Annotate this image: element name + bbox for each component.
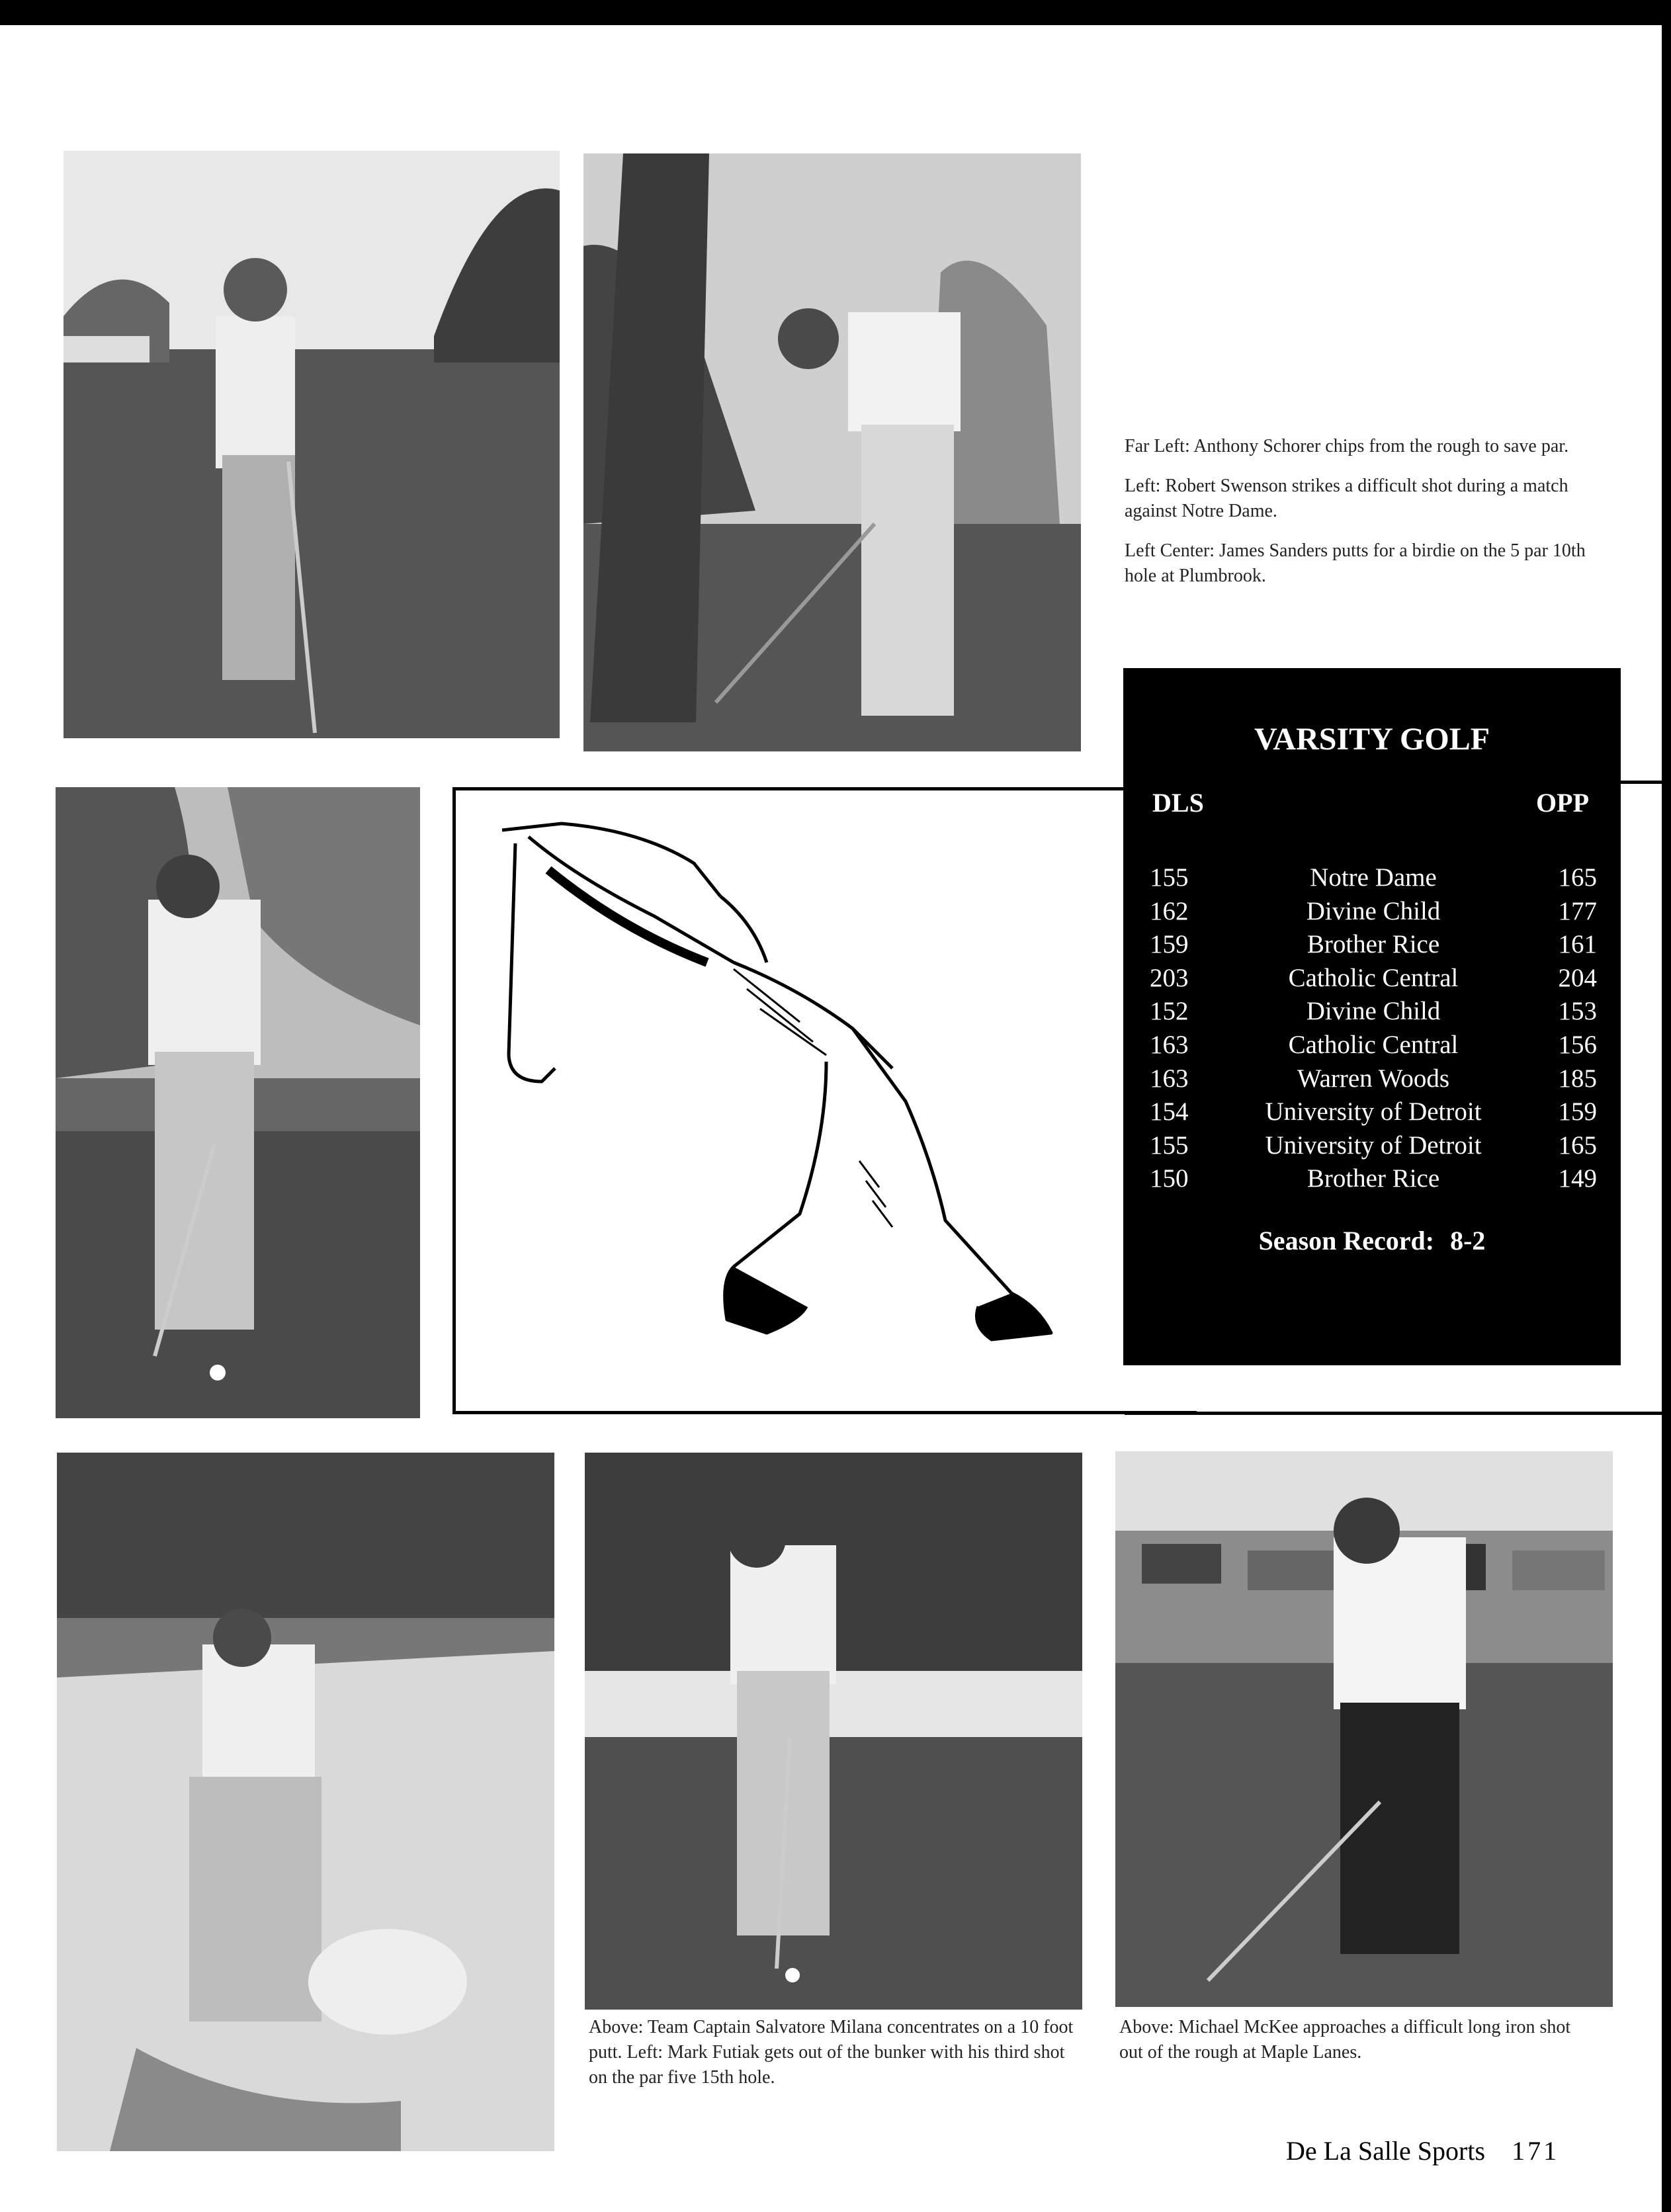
photo-putt-fence xyxy=(585,1453,1082,2010)
opp-score: 177 xyxy=(1558,896,1597,925)
opp-score: 161 xyxy=(1558,930,1597,959)
dls-score: 154 xyxy=(1150,1097,1189,1127)
opponent-name: Brother Rice xyxy=(1307,930,1440,959)
dls-score: 163 xyxy=(1150,1030,1189,1059)
illustration-frame xyxy=(452,787,1197,1414)
score-row xyxy=(1150,995,1597,1029)
caption-left-center: Left Center: James Sanders putts for a birdie on the 5 par 10th hole at Plumbrook. xyxy=(1125,540,1586,586)
opponent-name: Warren Woods xyxy=(1297,1064,1450,1093)
dls-score: 155 xyxy=(1150,1130,1189,1160)
opponent-name: Notre Dame xyxy=(1310,863,1437,892)
caption-left: Left: Robert Swenson strikes a difficult shot during a match against Notre Dame. xyxy=(1125,476,1568,521)
dls-score: 162 xyxy=(1150,896,1189,925)
caption-bottom-center: Above: Team Captain Salvatore Milana concentrates on a 10 foot putt. Left: Mark Futiak gets out of the bunker with his third shot on the par five 15th hole. xyxy=(589,2017,1074,2088)
col-header-dls: DLS xyxy=(1152,788,1204,818)
opp-score: 165 xyxy=(1558,863,1597,892)
dls-score: 152 xyxy=(1150,997,1189,1026)
photo-putting-green xyxy=(56,787,420,1418)
opp-score: 156 xyxy=(1558,1030,1597,1059)
score-row xyxy=(1150,1162,1597,1196)
footer-section: De La Salle Sports xyxy=(1286,2136,1486,2166)
score-row xyxy=(1150,861,1597,895)
dls-score: 203 xyxy=(1150,963,1189,992)
opp-score: 165 xyxy=(1558,1130,1597,1160)
opponent-name: Brother Rice xyxy=(1307,1164,1440,1193)
caption-far-left: Far Left: Anthony Schorer chips from the rough to save par. xyxy=(1125,436,1569,456)
varsity-golf-scoreboard xyxy=(1123,668,1621,1365)
score-row xyxy=(1150,1095,1597,1129)
caption-top-right xyxy=(1125,434,1607,603)
season-record xyxy=(1123,1225,1621,1256)
score-row xyxy=(1150,1129,1597,1163)
opp-score: 204 xyxy=(1558,963,1597,992)
opponent-name: University of Detroit xyxy=(1265,1097,1482,1127)
score-row xyxy=(1150,895,1597,929)
page-footer xyxy=(1286,2135,1559,2166)
opp-score: 153 xyxy=(1558,997,1597,1026)
score-row xyxy=(1150,962,1597,996)
opponent-name: Divine Child xyxy=(1306,997,1441,1026)
opponent-name: Catholic Central xyxy=(1288,1030,1459,1059)
photo-bunker-shot xyxy=(57,1453,554,2151)
opponent-name: Divine Child xyxy=(1306,896,1441,925)
opp-score: 185 xyxy=(1558,1064,1597,1093)
photo-tree-shot xyxy=(583,153,1081,751)
season-record-label: Season Record: xyxy=(1258,1226,1435,1255)
score-table xyxy=(1150,861,1597,1196)
score-row xyxy=(1150,928,1597,962)
opp-score: 159 xyxy=(1558,1097,1597,1127)
score-row xyxy=(1150,1062,1597,1096)
season-record-value: 8-2 xyxy=(1450,1226,1486,1255)
opp-score: 149 xyxy=(1558,1164,1597,1193)
caption-bottom-right: Above: Michael McKee approaches a difficult long iron shot out of the rough at Maple Lanes. xyxy=(1119,2017,1571,2063)
opponent-name: Catholic Central xyxy=(1288,963,1459,992)
golfer-illustration xyxy=(456,790,1197,1411)
dls-score: 163 xyxy=(1150,1064,1189,1093)
scoreboard-title: VARSITY GOLF xyxy=(1254,722,1490,757)
page-number: 171 xyxy=(1512,2136,1560,2166)
photo-chipping-rough xyxy=(64,151,560,738)
opponent-name: University of Detroit xyxy=(1265,1130,1482,1160)
divider-line-bottom xyxy=(1125,1412,1662,1415)
photo-parking-lot-shot xyxy=(1115,1451,1613,2007)
dls-score: 150 xyxy=(1150,1164,1189,1193)
col-header-opp: OPP xyxy=(1536,788,1589,818)
score-row xyxy=(1150,1029,1597,1062)
yearbook-page xyxy=(0,25,1662,2212)
dls-score: 159 xyxy=(1150,930,1189,959)
dls-score: 155 xyxy=(1150,863,1189,892)
